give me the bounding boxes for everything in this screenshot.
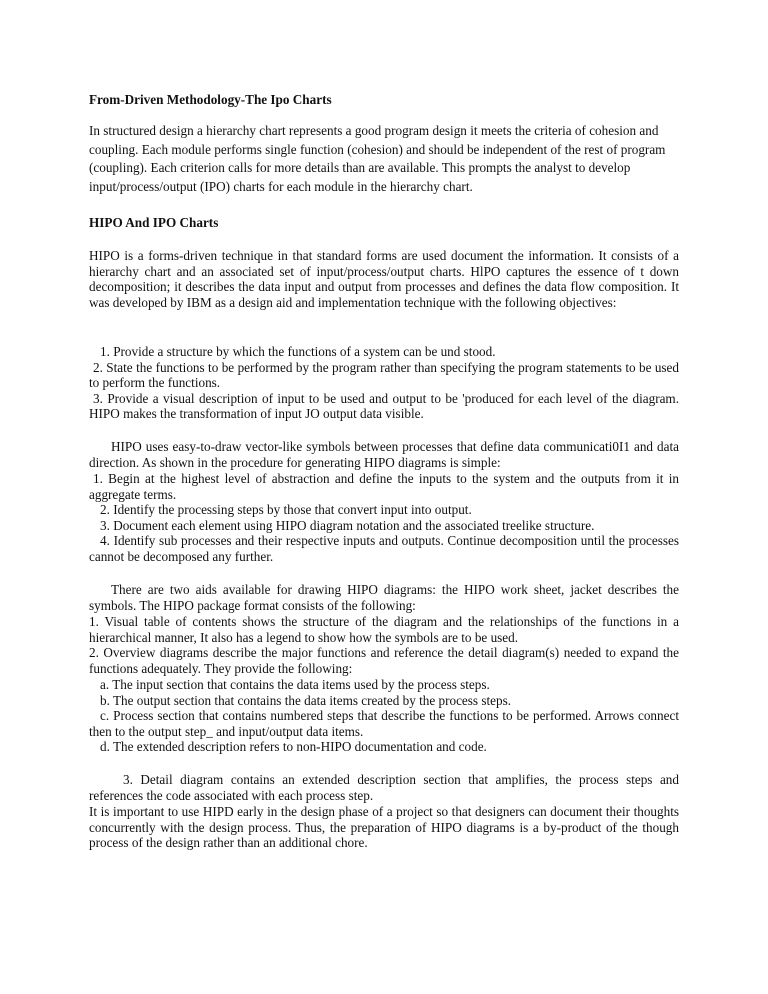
objectives-list [89, 344, 679, 422]
hipo-paragraph-block [89, 248, 679, 310]
overview-subitem: c. Process section that contains numbered steps that describe the functions to be performed. Arrows connect then to the output step_ and input/output data items. [89, 708, 679, 739]
detail-item-block [89, 772, 679, 803]
aids-paragraph-block [89, 582, 679, 613]
overview-subitem: a. The input section that contains the data items used by the process steps. [100, 677, 490, 692]
intro-block [89, 122, 679, 196]
procedure-step: 3. Document each element using HIPO diagram notation and the associated treelike structure. [100, 517, 595, 533]
symbols-paragraph: HIPO uses easy-to-draw vector-like symbols between processes that define data communicati0I1 and data direction. As shown in the procedure for generating HIPO diagrams is simple: [89, 439, 679, 470]
document-title-block [89, 91, 679, 109]
package-item: 1. Visual table of contents shows the structure of the diagram and the relationships of the functions in a hierarchical manner, It also has a legend to show how the symbols are to be used. [89, 614, 679, 645]
objective-item: 3. Provide a visual description of input to be used and output to be 'produced for each level of the diagram. HIPO makes the transformation of input JO output data visible. [89, 390, 679, 422]
detail-item: 3. Detail diagram contains an extended description section that amplifies, the process steps and references the code associated with each process step. [89, 772, 679, 803]
procedure-step: 2. Identify the processing steps by those that convert input into output. [100, 502, 472, 518]
objective-item: 2. State the functions to be performed by the program rather than specifying the program statements to be used to perform the functions. [89, 359, 679, 391]
closing-paragraph: It is important to use HIPD early in the design phase of a project so that designers can document their thoughts concurrently with the design process. Thus, the preparation of HIPO diagrams is a by-product of the though process of the design rather than an additional chore. [89, 804, 679, 851]
intro-paragraph: In structured design a hierarchy chart represents a good program design it meets the criteria of cohesion and coupling. Each module performs single function (cohesion) and should be independent of the rest of program (coupling). Each criterion calls for more details than are available. This prompts the analyst to develop input/process/output (IPO) charts for each module in the hierarchy chart. [89, 123, 666, 194]
section-heading: HIPO And IPO Charts [89, 215, 219, 230]
overview-subitems-list [89, 677, 679, 755]
closing-paragraph-block [89, 804, 679, 851]
package-item: 2. Overview diagrams describe the major functions and reference the detail diagram(s) needed to expand the functions adequately. They provide the following: [89, 645, 679, 676]
procedure-step: 1. Begin at the highest level of abstraction and define the inputs to the system and the outputs from it in aggregate terms. [89, 471, 679, 502]
document-title: From-Driven Methodology-The Ipo Charts [89, 92, 332, 107]
overview-subitem: b. The output section that contains the data items created by the process steps. [100, 692, 512, 708]
symbols-paragraph-block [89, 439, 679, 470]
hipo-paragraph: HIPO is a forms-driven technique in that standard forms are used document the information. It consists of a hierarchy chart and an associated set of input/process/output charts. HlPO captures the essence of t down decomposition; it describes the data input and output from processes and defines the data flow composition. It was developed by IBM as a design aid and implementation technique with the following objectives: [89, 248, 679, 310]
procedure-step: 4. Identify sub processes and their respective inputs and outputs. Continue decomposition until the processes cannot be decomposed any further. [89, 533, 679, 564]
overview-subitem: d. The extended description refers to non-HIPO documentation and code. [100, 739, 487, 755]
procedure-list [89, 471, 679, 565]
objective-item: 1. Provide a structure by which the functions of a system can be und stood. [100, 344, 496, 359]
aids-paragraph: There are two aids available for drawing HIPO diagrams: the HIPO work sheet, jacket describes the symbols. The HIPO package format consists of the following: [89, 582, 679, 613]
section-heading-block [89, 214, 679, 232]
package-list [89, 614, 679, 676]
